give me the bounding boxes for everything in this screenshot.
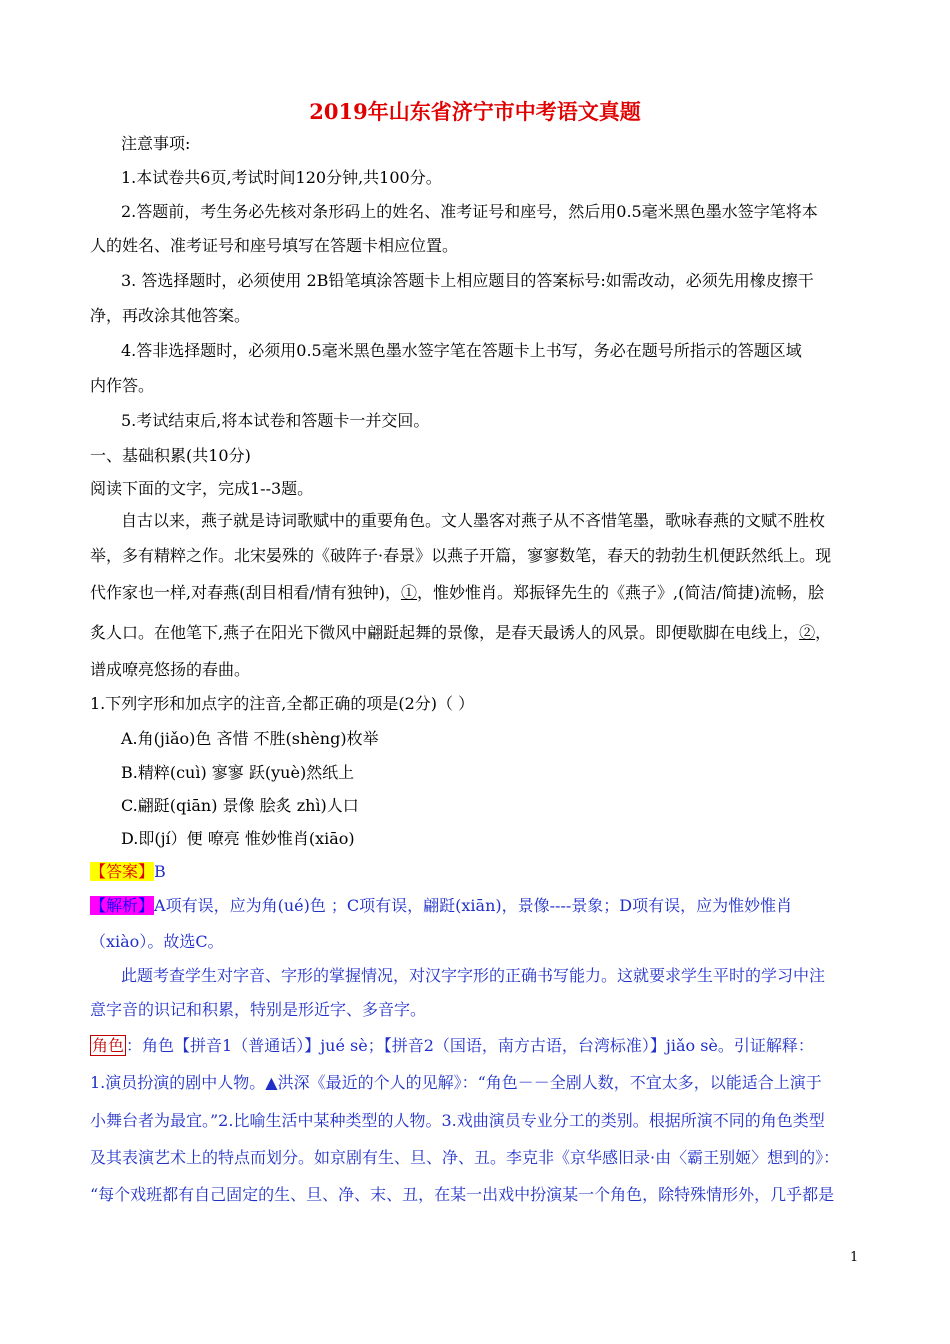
notice-item: 1.本试卷共6页,考试时间120分钟,共100分。 [121, 168, 442, 187]
answer-tag: 【答案】 [90, 862, 155, 881]
page-number: 1 [850, 1250, 859, 1265]
notice-item: 3. 答选择题时，必须使用 2B铅笔填涂答题卡上相应题目的答案标号:如需改动，必须先用橡皮擦干 [121, 271, 814, 290]
passage-line: 炙人口。在他笔下,燕子在阳光下微风中翩跹起舞的景像，是春天最诱人的风景。即便歇脚在电线上，②， [90, 623, 832, 642]
question-option: B.精粹(cuì) 寥寥 跃(yuè)然纸上 [121, 763, 355, 782]
answer-line [90, 862, 166, 882]
analysis-line: （xiào）。故选C。 [90, 932, 224, 951]
comment-line: 此题考查学生对字音、字形的掌握情况，对汉字字形的正确书写能力。这就要求学生平时的学习中注 [121, 966, 826, 985]
blank-marker: ① [400, 583, 417, 602]
question-option: D.即(jí）便 嘹亮 惟妙惟肖(xiāo) [121, 829, 355, 848]
notice-item: 4.答非选择题时，必须用0.5毫米黑色墨水签字笔在答题卡上书写，务必在题号所指示的答题区域 [121, 341, 802, 360]
passage-line: 举，多有精粹之作。北宋晏殊的《破阵子·春景》以燕子开篇，寥寥数笔，春天的勃勃生机便跃然纸上。现 [90, 546, 832, 565]
notice-item: 净，再改涂其他答案。 [90, 306, 251, 325]
definition-term: 角色 [92, 1036, 125, 1055]
notice-item: 5.考试结束后,将本试卷和答题卡一并交回。 [121, 411, 430, 430]
answer-value: B [154, 862, 166, 881]
question-option: C.翩跹(qiān) 景像 脍炙 zhì)人口 [121, 796, 359, 815]
notice-item: 2.答题前，考生务必先核对条形码上的姓名、准考证号和座号，然后用0.5毫米黑色墨水签字笔将本 [121, 202, 818, 221]
question-option: A.角(jiǎo)色 吝惜 不胜(shèng)枚举 [121, 729, 379, 748]
passage-line: 谱成嘹亮悠扬的春曲。 [90, 660, 251, 679]
question-stem: 1.下列字形和加点字的注音,全都正确的项是(2分)（ ） [90, 694, 475, 713]
definition-line: 及其表演艺术上的特点而划分。如京剧有生、旦、净、丑。李克非《京华感旧录·由〈霸王别姬〉想到的》： [90, 1148, 840, 1167]
reading-instruction: 阅读下面的文字，完成1--3题。 [90, 479, 314, 498]
section-heading: 一、基础积累(共10分) [90, 446, 251, 465]
blank-marker: ② [799, 623, 816, 642]
passage-line: 代作家也一样,对春燕(刮目相看/情有独钟)，①，惟妙惟肖。郑振铎先生的《燕子》,(简洁/简捷)流畅，脍 [90, 583, 824, 602]
analysis-tag: 【解析】 [90, 896, 155, 915]
definition-line: 角色 ：角色【拼音1（普通话）】jué sè；【拼音2（国语，南方古语，台湾标准）】jiǎo sè。引证解释： [92, 1036, 814, 1055]
notice-item: 人的姓名、准考证号和座号填写在答题卡相应位置。 [90, 236, 459, 255]
notice-heading: 注意事项: [121, 134, 191, 153]
passage-line: 自古以来，燕子就是诗词歌赋中的重要角色。文人墨客对燕子从不吝惜笔墨，歌咏春燕的文赋不胜枚 [121, 511, 826, 530]
analysis-line: 【解析】A项有误，应为角(ué)色 ；C项有误，翩跹(xiān)，景像----景象；D项有误，应为惟妙惟肖 [90, 896, 793, 915]
notice-item: 内作答。 [90, 376, 155, 395]
page-title: 2019年山东省济宁市中考语文真题 [309, 99, 641, 124]
definition-line: 小舞台者为最宜。”2.比喻生活中某种类型的人物。3.戏曲演员专业分工的类别。根据所演不同的角色类型 [90, 1111, 825, 1130]
definition-line: 1.演员扮演的剧中人物。▲洪深《最近的个人的见解》：“角色－－全剧人数，不宜太多，以能适合上演于 [90, 1073, 822, 1092]
comment-line: 意字音的识记和积累，特别是形近字、多音字。 [90, 1000, 427, 1019]
definition-line: “每个戏班都有自己固定的生、旦、净、末、丑，在某一出戏中扮演某一个角色，除特殊情形外，几乎都是 [90, 1185, 835, 1204]
